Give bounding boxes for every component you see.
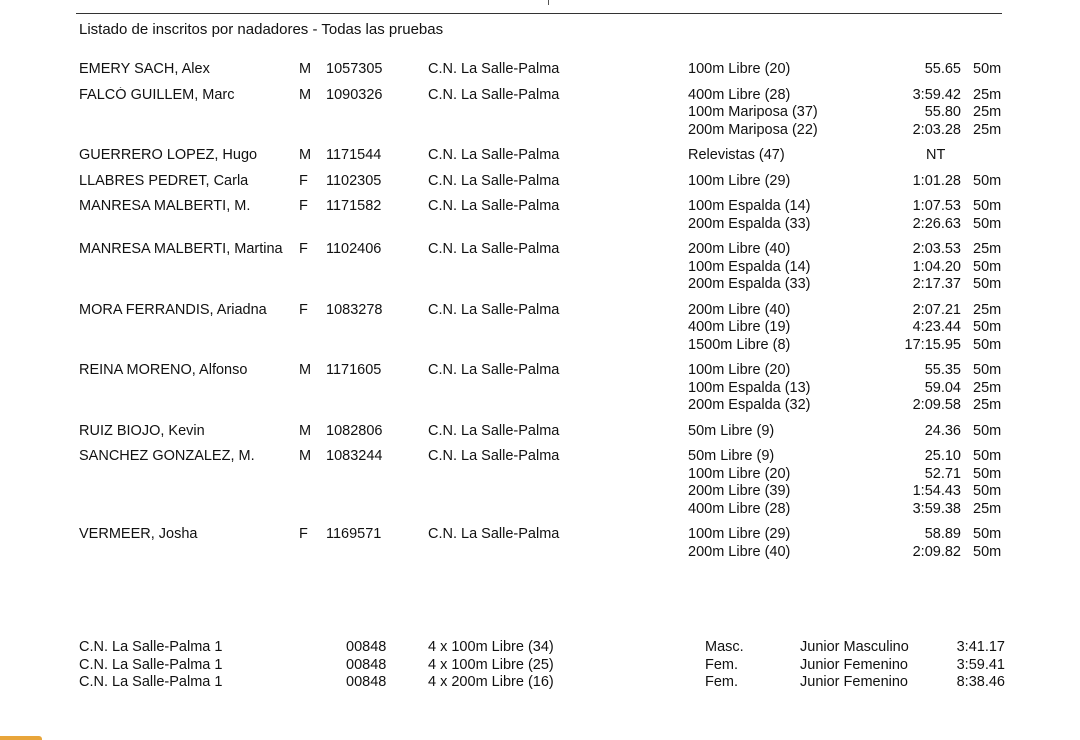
swimmer-license: 1090326 [326, 86, 383, 103]
swimmer-club: C.N. La Salle-Palma [428, 422, 560, 439]
event-entry [688, 319, 1009, 337]
swimmer-row [79, 241, 1009, 294]
event-entry [688, 544, 1009, 562]
event-time: 2:17.37 [912, 276, 961, 292]
event-pool: 25m [973, 379, 1002, 396]
event-name: 100m Mariposa (37) [688, 104, 818, 120]
event-entry [688, 526, 1009, 544]
event-name: 1500m Libre (8) [688, 336, 791, 353]
swimmer-license: 1083278 [326, 301, 383, 318]
event-pool: 25m [973, 121, 1002, 138]
swimmer-sex: M [299, 448, 312, 464]
event-entry [688, 198, 1009, 216]
relay-club: C.N. La Salle-Palma 1 [79, 656, 223, 673]
event-time: 2:09.82 [912, 543, 961, 560]
event-time: 2:03.53 [912, 241, 961, 257]
event-time: 17:15.95 [904, 336, 961, 353]
event-name: 200m Espalda (33) [688, 215, 811, 232]
relay-category: Junior Masculino [800, 639, 909, 655]
relay-license: 00848 [346, 674, 387, 690]
swimmer-events [688, 362, 1009, 415]
event-pool: 25m [973, 301, 1002, 318]
event-time: 1:07.53 [912, 198, 961, 214]
event-pool: 25m [973, 397, 1002, 413]
swimmer-license: 1171544 [326, 147, 382, 163]
event-time: 55.80 [924, 104, 961, 120]
event-time: 4:23.44 [912, 319, 961, 335]
event-entry [688, 380, 1009, 398]
event-name: 200m Libre (40) [688, 543, 791, 560]
corner-accent [0, 736, 42, 740]
event-pool: 50m [973, 258, 1002, 275]
relay-event: 4 x 100m Libre (34) [428, 639, 554, 655]
event-pool: 25m [973, 104, 1002, 120]
swimmer-club: C.N. La Salle-Palma [428, 362, 560, 378]
event-name: 50m Libre (9) [688, 448, 775, 464]
swimmer-events [688, 241, 1009, 294]
event-pool: 25m [973, 500, 1002, 517]
swimmer-name: MANRESA MALBERTI, Martina [79, 241, 283, 257]
event-entry [688, 241, 1009, 259]
event-entry [688, 61, 1009, 79]
event-entry [688, 259, 1009, 277]
relay-license: 00848 [346, 656, 387, 673]
event-entry [688, 122, 1009, 140]
event-pool: 25m [973, 241, 1002, 257]
event-pool: 50m [973, 543, 1002, 560]
event-time: 3:59.38 [912, 500, 961, 517]
swimmer-row [79, 198, 1009, 233]
relay-sex: Masc. [705, 639, 744, 655]
event-entry [688, 362, 1009, 380]
swimmer-name: LLABRES PEDRET, Carla [79, 172, 249, 189]
event-name: 400m Libre (28) [688, 86, 791, 103]
event-pool: 25m [973, 86, 1002, 103]
event-name: 200m Espalda (32) [688, 397, 811, 413]
relay-club: C.N. La Salle-Palma 1 [79, 674, 223, 690]
swimmer-license: 1082806 [326, 422, 383, 439]
event-pool: 50m [973, 172, 1002, 189]
relay-event: 4 x 100m Libre (25) [428, 656, 554, 673]
event-entry [688, 147, 1009, 165]
swimmer-license: 1057305 [326, 61, 383, 77]
swimmer-license: 1102305 [326, 172, 382, 189]
event-time: 1:54.43 [912, 483, 961, 499]
event-entry [688, 423, 1009, 441]
swimmer-sex: F [299, 198, 308, 214]
relay-row [79, 657, 1009, 675]
event-pool: 50m [973, 336, 1002, 353]
relay-time: 3:59.41 [956, 656, 1005, 673]
event-name: 200m Libre (39) [688, 483, 791, 499]
swimmer-name: VERMEER, Josha [79, 526, 198, 542]
swimmer-club: C.N. La Salle-Palma [428, 526, 560, 542]
event-pool: 50m [973, 362, 1002, 378]
event-pool: 50m [973, 319, 1002, 335]
relay-sex: Fem. [705, 674, 739, 690]
event-entry [688, 466, 1009, 484]
event-pool: 50m [973, 465, 1002, 482]
swimmer-events [688, 147, 1009, 165]
swimmer-sex: F [299, 526, 308, 542]
relay-club: C.N. La Salle-Palma 1 [79, 639, 223, 655]
swimmer-name: GUERRERO LOPEZ, Hugo [79, 147, 258, 163]
event-pool: 50m [973, 422, 1002, 439]
event-name: 100m Libre (29) [688, 172, 791, 189]
event-name: 100m Libre (29) [688, 526, 791, 542]
event-name: 400m Libre (28) [688, 500, 791, 517]
event-pool: 50m [973, 526, 1002, 542]
event-name: 200m Mariposa (22) [688, 121, 818, 138]
relay-license: 00848 [346, 639, 387, 655]
event-time: 55.65 [924, 61, 961, 77]
swimmer-club: C.N. La Salle-Palma [428, 172, 560, 189]
event-pool: 50m [973, 61, 1002, 77]
swimmer-name: FALCÓ GUILLEM, Marc [79, 86, 235, 103]
swimmer-license: 1171605 [326, 362, 382, 378]
swimmer-club: C.N. La Salle-Palma [428, 86, 560, 103]
swimmer-row [79, 526, 1009, 561]
event-name: 100m Libre (20) [688, 465, 791, 482]
event-name: 100m Libre (20) [688, 61, 791, 77]
relay-category: Junior Femenino [800, 656, 908, 673]
event-entry [688, 104, 1009, 122]
swimmer-name: REINA MORENO, Alfonso [79, 362, 248, 378]
swimmer-events [688, 198, 1009, 233]
swimmer-entries-list [79, 61, 1009, 569]
relay-entries-list [79, 639, 1009, 692]
swimmer-sex: F [299, 241, 308, 257]
event-name: 200m Libre (40) [688, 241, 791, 257]
event-entry [688, 397, 1009, 415]
event-time: 55.35 [924, 362, 961, 378]
swimmer-row [79, 302, 1009, 355]
swimmer-license: 1083244 [326, 448, 383, 464]
header-rule [76, 13, 1002, 14]
swimmer-club: C.N. La Salle-Palma [428, 241, 560, 257]
swimmer-sex: M [299, 61, 312, 77]
swimmer-club: C.N. La Salle-Palma [428, 61, 560, 77]
event-time: 24.36 [924, 422, 961, 439]
swimmer-events [688, 61, 1009, 79]
swimmer-club: C.N. La Salle-Palma [428, 301, 560, 318]
relay-row [79, 674, 1009, 692]
event-time: 2:07.21 [912, 301, 961, 318]
relay-row [79, 639, 1009, 657]
event-pool: 50m [973, 448, 1002, 464]
swimmer-row [79, 423, 1009, 441]
swimmer-row [79, 147, 1009, 165]
swimmer-row [79, 448, 1009, 518]
event-name: 100m Espalda (14) [688, 258, 811, 275]
event-name: 200m Libre (40) [688, 301, 791, 318]
swimmer-club: C.N. La Salle-Palma [428, 198, 560, 214]
event-entry [688, 448, 1009, 466]
swimmer-sex: M [299, 147, 312, 163]
event-entry [688, 337, 1009, 355]
event-time: 2:09.58 [912, 397, 961, 413]
event-time: 3:59.42 [912, 86, 961, 103]
event-entry [688, 302, 1009, 320]
event-entry [688, 87, 1009, 105]
swimmer-club: C.N. La Salle-Palma [428, 147, 560, 163]
event-name: 200m Espalda (33) [688, 276, 811, 292]
event-name: 50m Libre (9) [688, 422, 775, 439]
event-entry [688, 276, 1009, 294]
event-entry [688, 501, 1009, 519]
swimmer-name: MANRESA MALBERTI, M. [79, 198, 251, 214]
swimmer-sex: F [299, 301, 308, 318]
swimmer-row [79, 173, 1009, 191]
event-entry [688, 216, 1009, 234]
event-time: 2:26.63 [912, 215, 961, 232]
swimmer-events [688, 526, 1009, 561]
swimmer-license: 1171582 [326, 198, 382, 214]
event-time: 2:03.28 [912, 121, 961, 138]
swimmer-name: MORA FERRANDIS, Ariadna [79, 301, 267, 318]
event-pool: 50m [973, 483, 1002, 499]
event-name: Relevistas (47) [688, 147, 785, 163]
relay-time: 8:38.46 [956, 674, 1005, 690]
event-time: 1:04.20 [912, 258, 961, 275]
relay-time: 3:41.17 [956, 639, 1005, 655]
event-name: 100m Espalda (13) [688, 379, 811, 396]
event-pool: 50m [973, 215, 1002, 232]
swimmer-events [688, 423, 1009, 441]
event-time: 59.04 [924, 379, 961, 396]
swimmer-sex: F [299, 172, 308, 189]
event-time: 58.89 [924, 526, 961, 542]
swimmer-sex: M [299, 362, 312, 378]
header-tick-mark [548, 0, 549, 5]
event-time: 1:01.28 [912, 172, 961, 189]
swimmer-events [688, 87, 1009, 140]
event-entry [688, 173, 1009, 191]
swimmer-row [79, 362, 1009, 415]
swimmer-events [688, 302, 1009, 355]
swimmer-row [79, 87, 1009, 140]
event-name: 100m Libre (20) [688, 362, 791, 378]
event-name: 400m Libre (19) [688, 319, 791, 335]
relay-category: Junior Femenino [800, 674, 908, 690]
swimmer-sex: M [299, 86, 312, 103]
swimmer-license: 1102406 [326, 241, 382, 257]
swimmer-name: EMERY SACH, Alex [79, 61, 210, 77]
swimmer-sex: M [299, 422, 312, 439]
relay-sex: Fem. [705, 656, 739, 673]
swimmer-events [688, 173, 1009, 191]
swimmer-name: RUIZ BIOJO, Kevin [79, 422, 205, 439]
event-pool: 50m [973, 198, 1002, 214]
relay-event: 4 x 200m Libre (16) [428, 674, 554, 690]
event-name: 100m Espalda (14) [688, 198, 811, 214]
event-time: NT [926, 147, 946, 163]
event-pool: 50m [973, 276, 1002, 292]
event-time: 52.71 [924, 465, 961, 482]
swimmer-events [688, 448, 1009, 518]
swimmer-row [79, 61, 1009, 79]
swimmer-license: 1169571 [326, 526, 382, 542]
event-entry [688, 483, 1009, 501]
event-time: 25.10 [924, 448, 961, 464]
swimmer-name: SANCHEZ GONZALEZ, M. [79, 448, 255, 464]
page-subtitle: Listado de inscritos por nadadores - Todas las pruebas [79, 21, 444, 38]
swimmer-club: C.N. La Salle-Palma [428, 448, 560, 464]
